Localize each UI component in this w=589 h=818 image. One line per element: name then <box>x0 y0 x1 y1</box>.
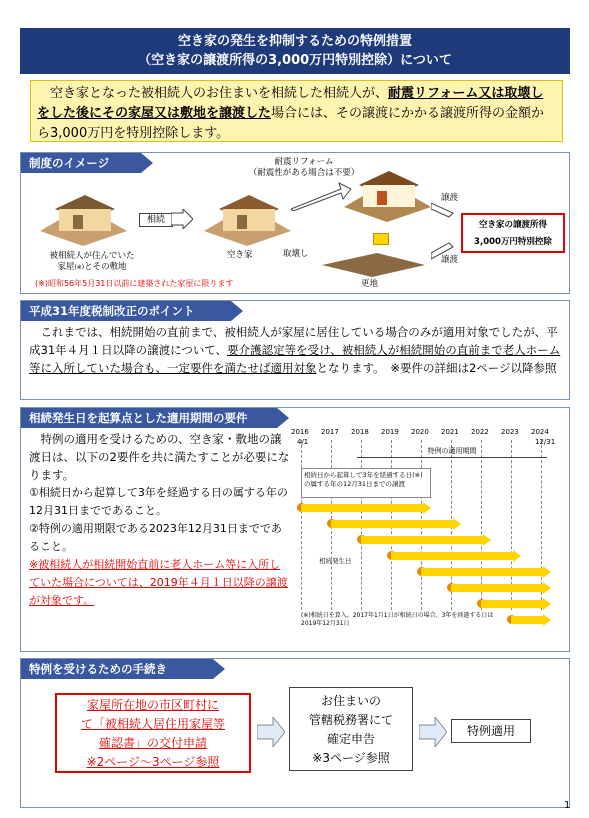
result-line1: 空き家の譲渡所得 <box>478 220 547 230</box>
house-footnote: (※)昭和56年5月31日以前に建築された家屋に限ります <box>35 279 234 288</box>
house-caption <box>37 251 147 273</box>
end-date-label: 12/31 <box>535 438 556 446</box>
procedure-step2 <box>289 687 413 771</box>
period-text <box>29 430 291 610</box>
requirement-2: ②特例の適用期限である2023年12月31日までであること。 <box>29 522 282 553</box>
vacant-house-icon <box>199 191 295 251</box>
period-bar-tip <box>423 502 431 514</box>
period-bar <box>421 568 543 576</box>
year-tick-label: 2021 <box>441 428 459 436</box>
procedure-step1 <box>55 693 251 773</box>
year-tick-label: 2018 <box>351 428 369 436</box>
reform-section-title: 平成31年度税制改正のポイント <box>29 304 195 318</box>
year-tick-label: 2019 <box>381 428 399 436</box>
period-bar-tip <box>513 550 521 562</box>
period-bar-tip <box>453 518 461 530</box>
period-bar <box>391 552 513 560</box>
land-icon <box>317 251 427 279</box>
arrow-right-icon <box>257 717 285 747</box>
procedure-section-title: 特例を受けるための手続き <box>29 662 167 676</box>
reform-section-head <box>21 301 231 321</box>
period-bar-tip <box>483 534 491 546</box>
period-intro: 特例の適用を受けるための、空き家・敷地の譲渡日は、以下の2要件を共に満たすことが必要になります。 <box>29 432 290 482</box>
year-tick-label: 2023 <box>501 428 519 436</box>
year-tick-label: 2022 <box>471 428 489 436</box>
reform-text2-underlined: 要介護認定等を受け、被相続人が相続開始の直前まで老人ホーム等に入所していた場合も、一定要件を満たせば適用対象 <box>29 343 561 375</box>
start-date-label: 4/1 <box>297 438 309 446</box>
lead-text1: 空き家となった被相続人のお住まいを相続した相続人が、 <box>37 86 389 101</box>
period-note-box: 相続日から起算して3年を経過する日(※)の属する年の12月31日までの譲渡 <box>301 468 431 498</box>
step2-line4: ※3ページ参照 <box>312 751 390 765</box>
period-bar <box>481 600 543 608</box>
step2-line1: お住まいの <box>320 694 381 708</box>
period-bar <box>511 616 543 624</box>
chart-note: (※)相続日を算入。2017年1月1日が相続日の場合、3年を経過する日は2019年12月31日 <box>301 612 494 627</box>
period-section <box>20 407 570 652</box>
period-section-head <box>21 408 277 428</box>
reform-label: 耐震リフォーム <box>274 157 334 167</box>
head-arrow-icon <box>141 153 153 173</box>
period-bar-tip <box>543 598 551 610</box>
period-bar <box>451 584 543 592</box>
arrow-right-icon <box>419 717 447 747</box>
demolish-label: 取壊し <box>283 249 309 259</box>
requirement-3: ※被相続人が相続開始直前に老人ホーム等に入所していた場合については、2019年４月１日以降の譲渡が対象です。 <box>29 558 288 607</box>
house-icon <box>35 191 131 251</box>
year-tick-label: 2024 <box>531 428 549 436</box>
transfer-arrows-icon <box>431 203 461 263</box>
image-section-head <box>21 153 141 173</box>
period-bar <box>361 536 483 544</box>
inherit-arrow <box>139 213 173 227</box>
step1-line3: 確認書」の交付申請 <box>98 736 207 750</box>
lead-summary <box>30 80 563 142</box>
transfer-label-1: 譲渡 <box>441 193 459 203</box>
house-caption-line2b: とその敷地 <box>84 262 127 272</box>
reform-paragraph <box>21 321 569 379</box>
period-bar-tip <box>543 582 551 594</box>
house-caption-line2a: 家屋 <box>57 262 75 272</box>
procedure-step3: 特例適用 <box>451 719 531 743</box>
step1-line1: 家屋所在地の市区町村に <box>86 698 219 712</box>
reformed-house-icon <box>339 167 435 227</box>
house-caption-note: (※) <box>74 264 85 271</box>
period-bar-tip <box>543 566 551 578</box>
head-arrow-icon <box>231 301 243 321</box>
reform-text3: となります。 ※要件の詳細は2ページ以降参照 <box>316 361 557 375</box>
step2-line2: 管轄税務署にて <box>308 713 393 727</box>
period-section-title: 相続発生日を起算点とした適用期間の要件 <box>29 411 248 425</box>
title-line1: 空き家の発生を抑制するための特例措置 <box>177 34 412 49</box>
image-section <box>20 152 570 294</box>
image-section-title: 制度のイメージ <box>29 156 110 170</box>
sign-icon <box>373 233 389 245</box>
period-bar <box>331 520 453 528</box>
house-caption-line1: 被相続人が住んでいた <box>49 251 135 261</box>
head-arrow-icon <box>213 659 225 679</box>
step1-line2: て「被相続人居住用家屋等 <box>80 717 225 731</box>
period-bar <box>301 504 423 512</box>
transfer-label-2: 譲渡 <box>441 255 459 265</box>
lead-text3: 場合には、その譲渡にかかる譲渡所得の金額から3,000万円を特別控除します。 <box>37 106 545 141</box>
year-tick-label: 2020 <box>411 428 429 436</box>
inherit-day-label: 相続発生日 <box>319 557 352 565</box>
reform-note: （耐震性がある場合は不要） <box>248 168 360 178</box>
inherit-label: 相続 <box>139 213 173 227</box>
reform-text1: これまでは、相続開始の直前まで、被相続人が家屋に居住している場合のみが適用対象でしたが、平成31年４月１日以降の譲渡について、 <box>29 325 558 357</box>
land-caption: 更地 <box>361 279 379 289</box>
result-box <box>461 213 565 253</box>
procedure-section-head <box>21 659 213 679</box>
reform-section <box>20 300 570 400</box>
year-tick-label: 2017 <box>321 428 339 436</box>
arrow-right-icon <box>171 209 193 229</box>
title-line2: （空き家の譲渡所得の3,000万円特別控除）について <box>138 53 452 68</box>
page-title <box>20 28 570 74</box>
year-gridline <box>301 440 302 610</box>
result-line2: 3,000万円特別控除 <box>474 237 552 247</box>
period-bar-tip <box>543 614 551 626</box>
head-arrow-icon <box>277 408 289 428</box>
year-tick-label: 2016 <box>291 428 309 436</box>
step1-line4: ※2ページ～3ページ参照 <box>86 755 220 769</box>
page-number: 1 <box>564 800 571 811</box>
requirement-1: ①相続日から起算して3年を経過する日の属する年の12月31日までであること。 <box>29 486 288 517</box>
period-chart <box>291 428 567 650</box>
vacant-caption: 空き家 <box>227 250 253 260</box>
lead-text2-underlined: 耐震リフォーム又は取壊しをした後にその家屋又は敷地を譲渡した <box>37 86 544 121</box>
period-label: 特例の適用期間 <box>357 446 547 458</box>
procedure-section <box>20 658 570 808</box>
step2-line3: 確定申告 <box>326 732 375 746</box>
